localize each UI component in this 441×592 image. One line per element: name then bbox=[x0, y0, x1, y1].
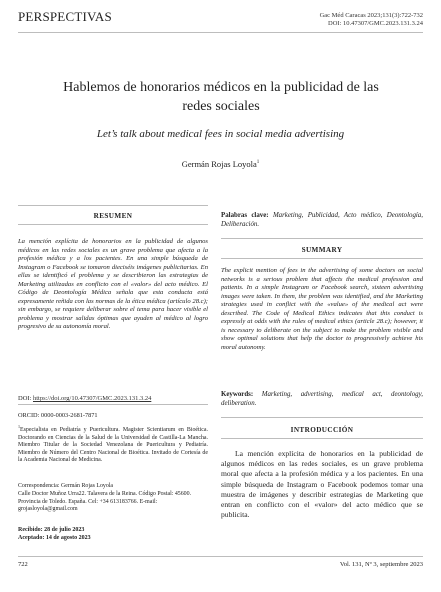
keywords-label: Keywords: bbox=[221, 391, 254, 398]
palabras-clave-text: Marketing, Publicidad, Acto médico, Deontología, Deliberación. bbox=[221, 212, 423, 228]
summary-heading: SUMMARY bbox=[301, 246, 343, 254]
resumen-rule-top bbox=[18, 205, 208, 206]
doi-link[interactable]: https://doi.org/10.47307/GMC.2023.131.3.24 bbox=[32, 395, 152, 402]
doi-rule bbox=[18, 404, 208, 405]
resumen-text: La mención explícita de honorarios en la publicidad de algunos médicos en las redes sociales es un grave problema que afecta a la profesión médica y a los pacientes. En una simple búsqueda de Instagram o Facebook se tomaron dieciséis imágenes publicitarias. En ellas se identificó el problema y se describieron las estrategias de Marketing utilizadas en conflicto con el «valor» del acto médico. El Código de Deontología Médica señala que esta conducta está expresamente reñida con las normas de la ética médica (artículo 28.c); sin embargo, se requiere deliberar sobre el tema para hacer visible el problema y mostrar salidas óptimas que ayuden al médico al logro progresivo de su autonomía moral. bbox=[18, 238, 208, 330]
summary-text: The explicit mention of fees in the advertising of some doctors on social networks is a serious problem that affects the medical profession and patients. In a simple Instagram or Facebook search, sixteen advertising images were taken. In them, the problem was identified, and the Marketing strategies used in conflict with the «value» of the medical act were described. The Code of Medical Ethics indicates that this conduct is expressly at odds with the rules of medical ethics (article 28.c); however, it is necessary to deliberate on the subject to make the problem visible and show optimal solutions that help the doctor to progressively achieve his moral autonomy. bbox=[221, 267, 423, 351]
affiliation-text: Especialista en Pediatría y Puericultura. Magister Scientiarum en Bioética. Doctorando en Ciencias de la Salud de la Universidad de Castilla-La Mancha. Miembro Titular de la Sociedad Venezolana de Puericultura y Pediatría. Miembro de Número del Centro Nacional de Bioética. Invitado de Cortesía de la Academia Nacional de Medicina. bbox=[18, 426, 208, 464]
resumen-rule-bottom bbox=[18, 224, 208, 225]
summary-rule-bottom bbox=[221, 258, 423, 259]
affiliation-superscript: 1 bbox=[18, 424, 20, 429]
introduccion-text: La mención explícita de honorarios en la publicidad de algunos médicos en las redes sociales, es un grave problema moral que afecta a la profesión médica y a los pacientes. En una simple búsqueda de Instagram o Facebook podemos tomar una muestra de imágenes y describir estrategias de Marketing que entran en conflicto con el «valor» del acto médico que se publicita. bbox=[221, 449, 423, 520]
palabras-clave-label: Palabras clave: bbox=[221, 212, 269, 219]
header-doi: DOI: 10.47307/GMC.2023.131.3.24 bbox=[328, 20, 423, 27]
summary-rule-top bbox=[221, 238, 423, 239]
doi-label: DOI: bbox=[18, 395, 32, 402]
doi-line bbox=[18, 395, 213, 402]
footer-rule bbox=[18, 556, 423, 557]
palabras-clave bbox=[221, 212, 423, 230]
introduccion-rule-top bbox=[221, 417, 423, 418]
header-rule bbox=[18, 32, 423, 33]
introduccion-heading: INTRODUCCIÓN bbox=[290, 426, 354, 434]
footer-volume: Vol. 131, Nº 3, septiembre 2023 bbox=[339, 561, 423, 568]
orcid: ORCID: 0000-0003-2681-7871 bbox=[18, 412, 98, 419]
author-superscript: 1 bbox=[256, 160, 260, 166]
journal-name: PERSPECTIVAS bbox=[18, 9, 112, 24]
author-line bbox=[0, 159, 441, 169]
article-title: Hablemos de honorarios médicos en la publicidad de las redes sociales bbox=[63, 80, 379, 114]
page-number: 722 bbox=[18, 561, 28, 568]
affiliation bbox=[18, 423, 208, 465]
resumen-heading: RESUMEN bbox=[93, 212, 133, 220]
keywords bbox=[221, 391, 423, 409]
correspondence-title: Correspondencia: Germán Rojas Loyola bbox=[18, 483, 114, 489]
header-citation: Gac Méd Caracas 2023;131(3):722-732 bbox=[319, 12, 423, 19]
author-name: Germán Rojas Loyola bbox=[181, 159, 257, 169]
keywords-text: Marketing, advertising, medical act, deontology, deliberation. bbox=[221, 391, 423, 407]
article-subtitle: Let’s talk about medical fees in social media advertising bbox=[96, 128, 345, 140]
received-date: Recibido: 28 de julio 2023 bbox=[18, 527, 85, 533]
accepted-date: Aceptado: 14 de agosto 2023 bbox=[18, 535, 91, 541]
correspondence-address: Calle Doctor Muñoz Urra22. Talavera de la Reina. Código Postal: 45600. Provincia de Toledo. España. Cel: +34 613183766. E-mail: grojasloyola@gmail.com bbox=[18, 491, 192, 513]
introduccion-rule-bottom bbox=[221, 438, 423, 439]
